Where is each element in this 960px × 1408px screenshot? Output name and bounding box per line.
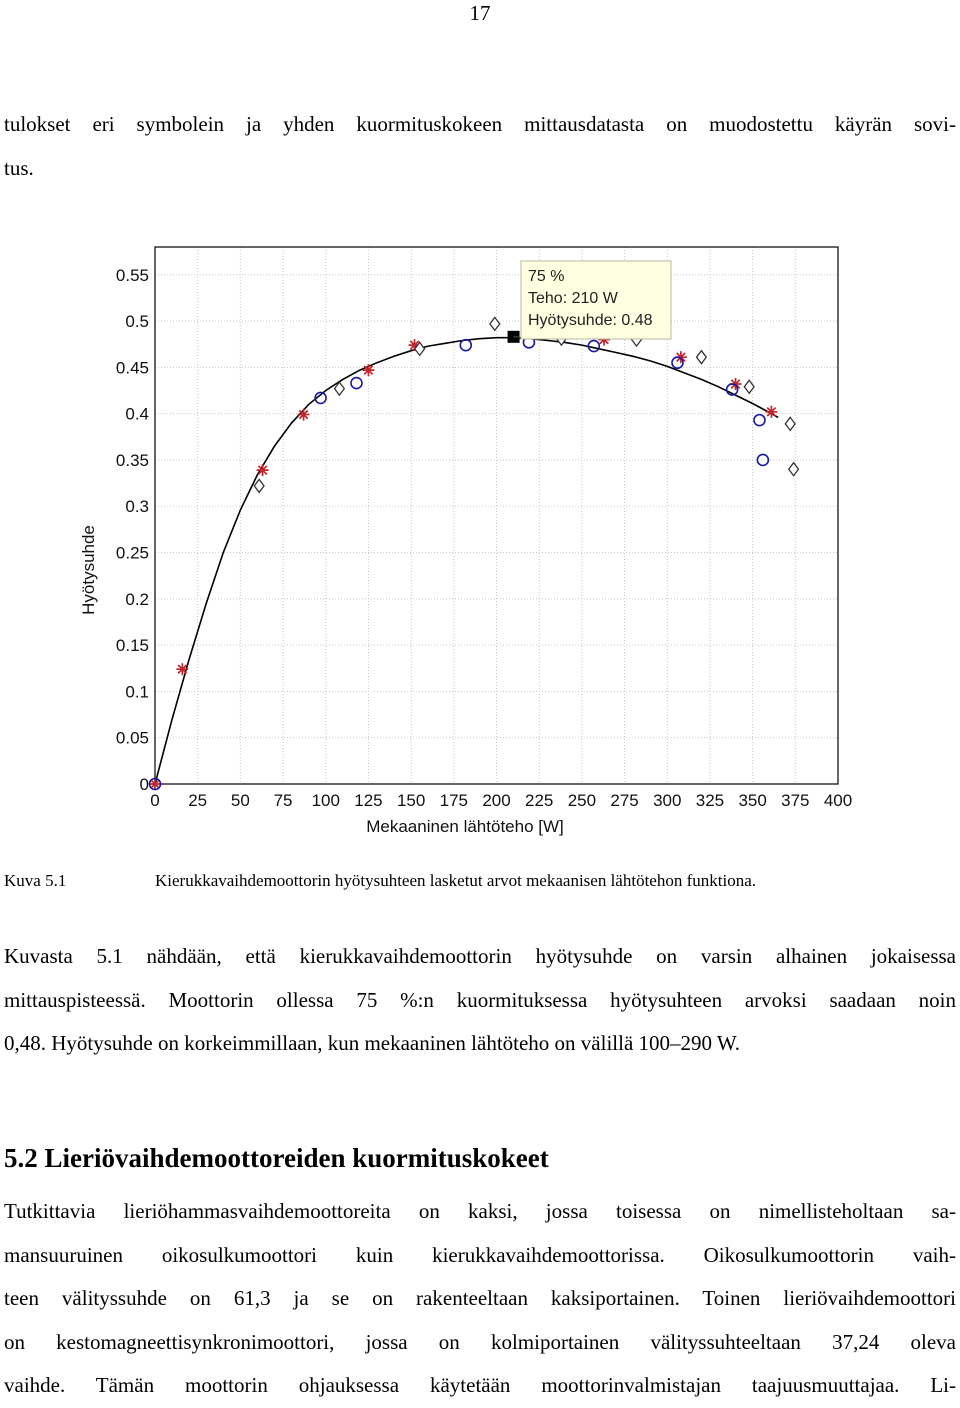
y-tick-label: 0.35 xyxy=(115,450,149,470)
body-line: 0,48. Hyötysuhde on korkeimmillaan, kun mekaaninen lähtöteho on välillä 100–290 W. xyxy=(4,1031,741,1055)
intro-line: tulokset eri symbolein ja yhden kuormituskokeen mittausdatasta on muodostettu käyrän sovi- xyxy=(4,112,956,136)
y-axis-label: Hyötysuhde xyxy=(79,525,98,615)
body-line: Kuvasta 5.1 nähdään, että kierukkavaihdemoottorin hyötysuhde on varsin alhainen jokaisessa xyxy=(4,944,956,968)
body-line: mittauspisteessä. Moottorin ollessa 75 %:n kuormituksessa hyötysuhteen arvoksi saadaan noin xyxy=(4,987,956,1012)
datatip-line: Hyötysuhde: 0.48 xyxy=(528,312,653,329)
y-tick-label: 0.05 xyxy=(115,728,149,748)
y-tick-label: 0.55 xyxy=(115,265,149,285)
section-line: on kestomagneettisynkronimoottori, jossa on kolmiportainen välityssuhteeltaan 37,24 oleva xyxy=(4,1329,956,1354)
x-tick-label: 275 xyxy=(610,791,639,810)
x-tick-label: 325 xyxy=(695,791,725,810)
x-tick-label: 25 xyxy=(188,791,208,810)
intro-paragraph xyxy=(4,103,956,190)
x-tick-label: 225 xyxy=(525,791,554,810)
x-tick-label: 150 xyxy=(396,791,426,810)
efficiency-chart xyxy=(70,235,870,850)
x-tick-label: 0 xyxy=(150,791,160,810)
figure-caption-text: Kierukkavaihdemoottorin hyötysuhteen lasketut arvot mekaanisen lähtötehon funktiona. xyxy=(155,871,756,890)
body-paragraph xyxy=(4,935,956,1066)
x-tick-label: 250 xyxy=(567,791,597,810)
y-tick-label: 0.1 xyxy=(125,682,149,702)
x-tick-label: 75 xyxy=(273,791,293,810)
y-tick-label: 0.3 xyxy=(125,497,149,517)
y-tick-label: 0.45 xyxy=(115,358,149,378)
y-tick-label: 0.15 xyxy=(115,636,149,656)
page-number: 17 xyxy=(469,1,491,25)
section-heading: 5.2 Lieriövaihdemoottoreiden kuormituskokeet xyxy=(4,1143,549,1173)
x-tick-label: 100 xyxy=(311,791,340,810)
section-line: Tutkittavia lieriöhammasvaihdemoottoreita on kaksi, jossa toisessa on nimellisteholtaan sa- xyxy=(4,1199,956,1223)
x-tick-label: 350 xyxy=(738,791,767,810)
y-tick-label: 0.4 xyxy=(125,404,149,424)
figure-caption-label: Kuva 5.1 xyxy=(4,871,67,890)
datatip[interactable] xyxy=(514,261,671,339)
x-axis-label: Mekaaninen lähtöteho [W] xyxy=(366,817,564,836)
section-paragraph xyxy=(4,1190,956,1408)
y-tick-label: 0.25 xyxy=(115,543,149,563)
intro-line: tus. xyxy=(4,155,34,180)
y-tick-label: 0 xyxy=(139,775,149,794)
datatip-line: Teho: 210 W xyxy=(528,290,618,307)
x-tick-label: 125 xyxy=(354,791,383,810)
section-line: vaihde. Tämän moottorin ohjauksessa käytetään moottorinvalmistajan taajuusmuuttajaa. Li- xyxy=(4,1373,956,1397)
figure-background xyxy=(70,235,870,850)
section-line: mansuuruinen oikosulkumoottori kuin kierukkavaihdemoottorissa. Oikosulkumoottorin vaih- xyxy=(4,1242,956,1267)
y-tick-label: 0.2 xyxy=(125,589,149,609)
x-tick-label: 375 xyxy=(781,791,810,810)
section-line: teen välityssuhde on 61,3 ja se on rakenteeltaan kaksiportainen. Toinen lieriövaihdemoottori xyxy=(4,1286,956,1310)
x-tick-label: 175 xyxy=(439,791,468,810)
y-tick-label: 0.5 xyxy=(125,312,149,332)
x-tick-label: 50 xyxy=(230,791,250,810)
x-tick-label: 400 xyxy=(823,791,853,810)
x-tick-label: 300 xyxy=(653,791,682,810)
x-tick-label: 200 xyxy=(482,791,511,810)
datatip-line: 75 % xyxy=(528,268,565,285)
